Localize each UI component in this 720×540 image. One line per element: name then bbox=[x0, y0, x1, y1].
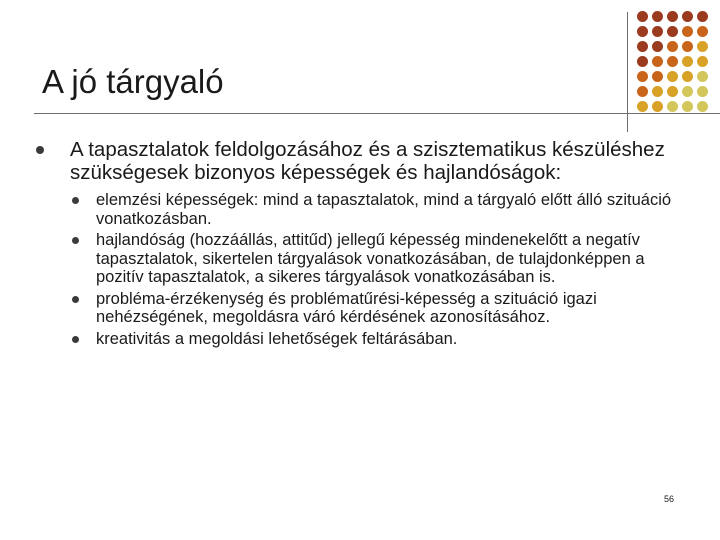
decorative-dot bbox=[697, 71, 708, 82]
decorative-dot bbox=[637, 71, 648, 82]
slide-body bbox=[0, 138, 720, 348]
vertical-divider bbox=[627, 12, 628, 132]
title-divider bbox=[34, 113, 720, 114]
main-bullet-item bbox=[70, 138, 690, 184]
decorative-dot bbox=[652, 11, 663, 22]
decorative-dot bbox=[652, 71, 663, 82]
decorative-dot bbox=[637, 41, 648, 52]
decorative-dot bbox=[652, 26, 663, 37]
decorative-dot bbox=[667, 41, 678, 52]
bullet-icon bbox=[36, 146, 44, 154]
decorative-dot bbox=[682, 56, 693, 67]
decorative-dot bbox=[682, 71, 693, 82]
decorative-dot bbox=[667, 101, 678, 112]
page-number: 56 bbox=[664, 494, 675, 504]
decorative-dot bbox=[652, 41, 663, 52]
sub-bullet-item bbox=[96, 191, 696, 228]
bullet-icon bbox=[72, 197, 79, 204]
decorative-dot bbox=[652, 86, 663, 97]
decorative-dot bbox=[667, 86, 678, 97]
sub-bullet-item bbox=[96, 330, 696, 349]
sub-bullet-text: kreativitás a megoldási lehetőségek feltárásában. bbox=[96, 329, 458, 348]
bullet-icon bbox=[72, 237, 79, 244]
decorative-dot bbox=[682, 11, 693, 22]
decorative-dot bbox=[652, 56, 663, 67]
sub-bullet-item bbox=[96, 290, 696, 327]
decorative-dot bbox=[667, 56, 678, 67]
decorative-dot bbox=[697, 101, 708, 112]
decorative-dot bbox=[697, 86, 708, 97]
slide-title: A jó tárgyaló bbox=[42, 63, 224, 100]
decorative-dot bbox=[652, 101, 663, 112]
decorative-dot bbox=[637, 86, 648, 97]
bullet-icon bbox=[72, 336, 79, 343]
decorative-dot bbox=[682, 41, 693, 52]
decorative-dot bbox=[637, 56, 648, 67]
sub-bullet-text: elemzési képességek: mind a tapasztalatok, mind a tárgyaló előtt álló szituáció vonatkozásban. bbox=[96, 191, 672, 228]
decorative-dot bbox=[637, 101, 648, 112]
main-bullet-text: A tapasztalatok feldolgozásához és a szisztematikus készüléshez szükségesek bizonyos képességek és hajlandóságok: bbox=[70, 138, 665, 184]
bullet-icon bbox=[72, 296, 79, 303]
decorative-dot bbox=[637, 26, 648, 37]
decorative-dot bbox=[697, 26, 708, 37]
decorative-dot bbox=[667, 71, 678, 82]
decorative-dot bbox=[667, 26, 678, 37]
decorative-dot bbox=[637, 11, 648, 22]
sub-bullet-text: probléma-érzékenység és problématűrési-képesség a szituáció igazi nehézségének, megoldásra váró kérdésének azonosításához. bbox=[96, 289, 597, 326]
sub-bullet-list bbox=[0, 191, 720, 348]
decorative-dot bbox=[682, 86, 693, 97]
sub-bullet-item bbox=[96, 231, 696, 287]
decorative-dot bbox=[682, 101, 693, 112]
decorative-dot bbox=[697, 56, 708, 67]
decorative-dot-grid bbox=[637, 11, 717, 111]
decorative-dot bbox=[682, 26, 693, 37]
decorative-dot bbox=[697, 41, 708, 52]
decorative-dot bbox=[697, 11, 708, 22]
decorative-dot bbox=[667, 11, 678, 22]
sub-bullet-text: hajlandóság (hozzáállás, attitűd) jellegű képesség mindenekelőtt a negatív tapasztalatok, sikertelen tárgyalások vonatkozásában, de tulajdonképpen a pozitív tapasztalatok, a sikeres tárgyalások vonatkozásában is. bbox=[96, 231, 645, 286]
